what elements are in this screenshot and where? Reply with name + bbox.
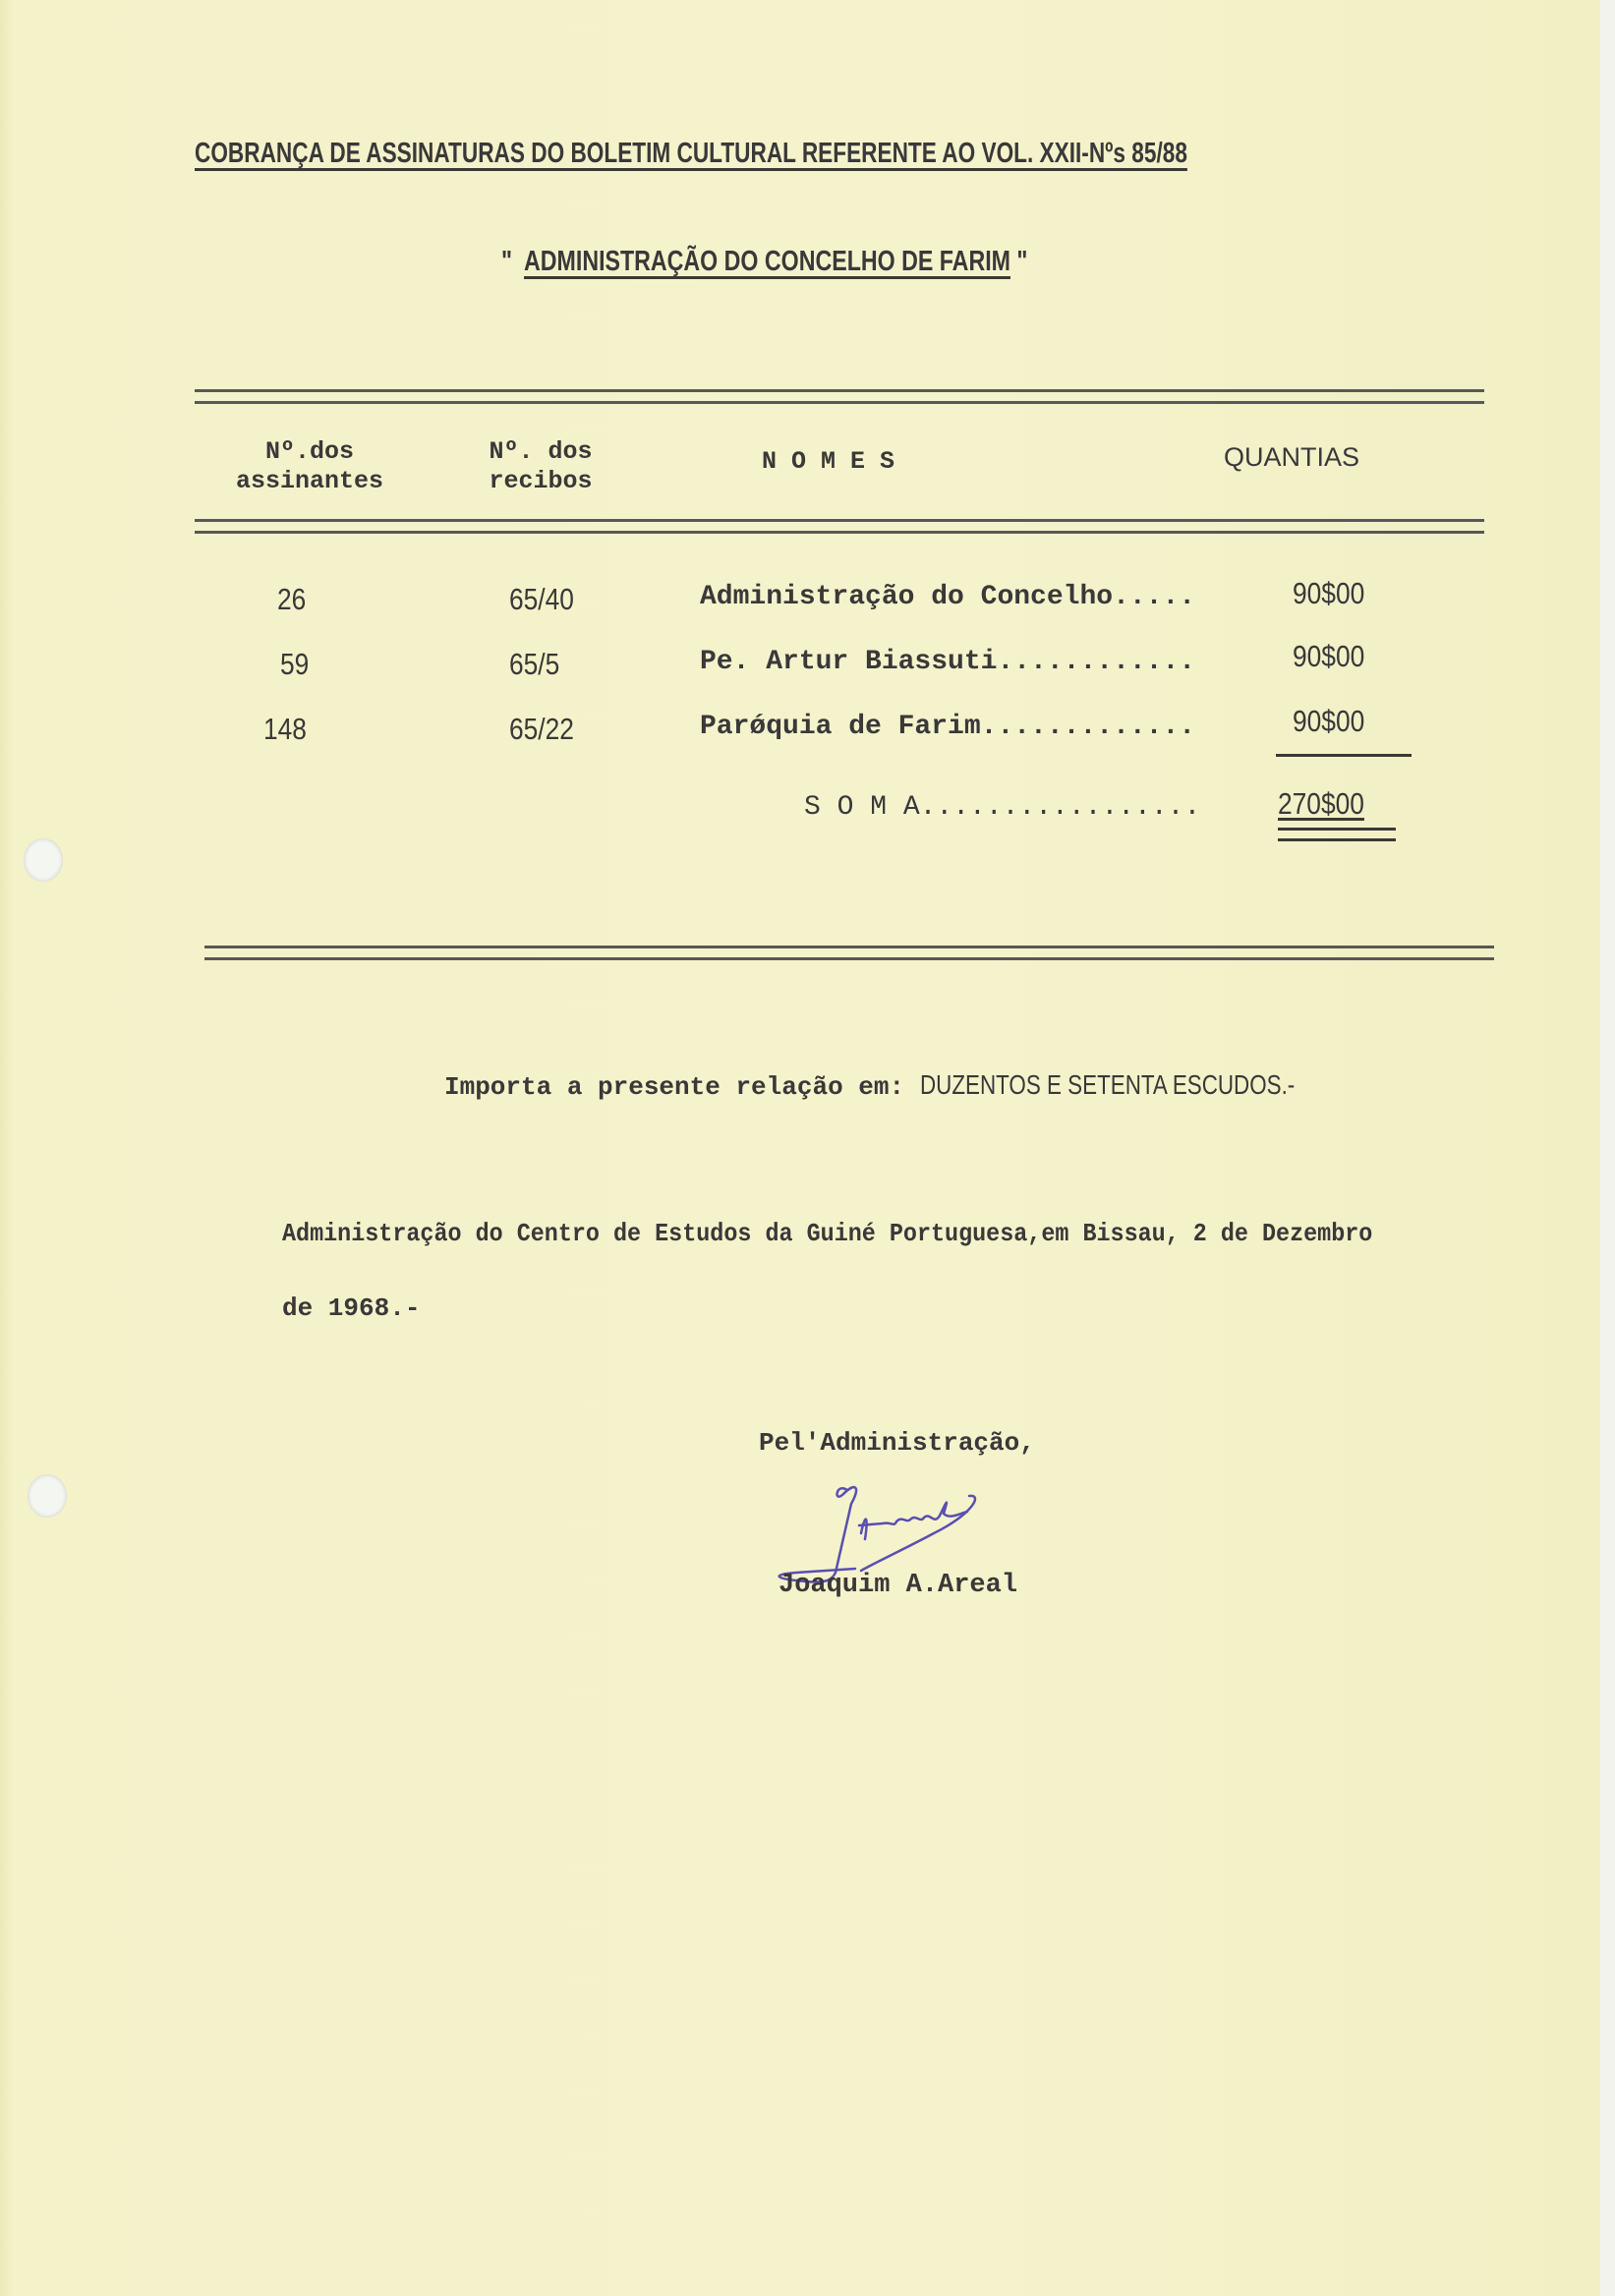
receipt-no: 65/22 — [509, 712, 574, 746]
place-date-line2: de 1968.- — [282, 1293, 421, 1323]
punch-hole-top — [24, 838, 63, 882]
amount: 90$00 — [1293, 704, 1365, 738]
header-text: assinantes — [235, 467, 384, 495]
subscriber-no: 26 — [277, 582, 307, 616]
quote-close: " — [1016, 246, 1028, 277]
receipt-no: 65/5 — [509, 647, 560, 681]
header-text: Nº.dos — [264, 437, 354, 466]
table-bottom-rule — [204, 946, 1494, 960]
table-header-rule — [195, 519, 1484, 534]
signatory-name: Joaquim A.Areal — [779, 1571, 1018, 1600]
amount: 90$00 — [1293, 639, 1365, 673]
total-double-rule — [1278, 828, 1396, 841]
subscriber-no: 148 — [263, 712, 307, 746]
subscriber-name: Administração do Concelho..... — [700, 582, 1196, 612]
punch-hole-bottom — [28, 1474, 67, 1518]
amount-in-words-line — [444, 1069, 1388, 1102]
subscriber-no: 59 — [280, 647, 310, 681]
document-subtitle — [501, 246, 1027, 278]
header-amounts: QUANTIAS — [1224, 442, 1360, 472]
closing: Pel'Administração, — [759, 1428, 1035, 1458]
table-top-rule — [195, 389, 1484, 404]
place-date-line1: Administração do Centro de Estudos da Guiné Portuguesa,em Bissau, 2 de Dezembro — [282, 1219, 1373, 1248]
amount-in-words: DUZENTOS E SETENTA ESCUDOS.- — [919, 1069, 1295, 1100]
receipt-no: 65/40 — [509, 582, 574, 616]
document-title: COBRANÇA DE ASSINATURAS DO BOLETIM CULTURAL REFERENTE AO VOL. XXII-Nºs 85/88 — [195, 138, 1187, 169]
quote-open: " — [501, 246, 512, 277]
total-label: S O M A................. — [804, 792, 1201, 823]
header-text: Nº. dos — [489, 437, 593, 466]
header-receipt-no — [477, 437, 605, 496]
total-amount: 270$00 — [1278, 786, 1364, 821]
header-text: recibos — [489, 467, 593, 495]
subscriber-name: Pe. Artur Biassuti............ — [700, 647, 1196, 677]
page-edge — [1600, 0, 1615, 2296]
header-subscriber-no — [221, 437, 398, 496]
subtitle-text: ADMINISTRAÇÃO DO CONCELHO DE FARIM — [524, 246, 1010, 277]
amount: 90$00 — [1293, 576, 1365, 610]
amount-in-words-prefix: Importa a presente relação em: — [444, 1072, 920, 1102]
subtotal-rule — [1276, 754, 1412, 757]
header-names: N O M E S — [762, 447, 895, 476]
subscriber-name: Parǿquia de Farim............. — [700, 712, 1196, 742]
